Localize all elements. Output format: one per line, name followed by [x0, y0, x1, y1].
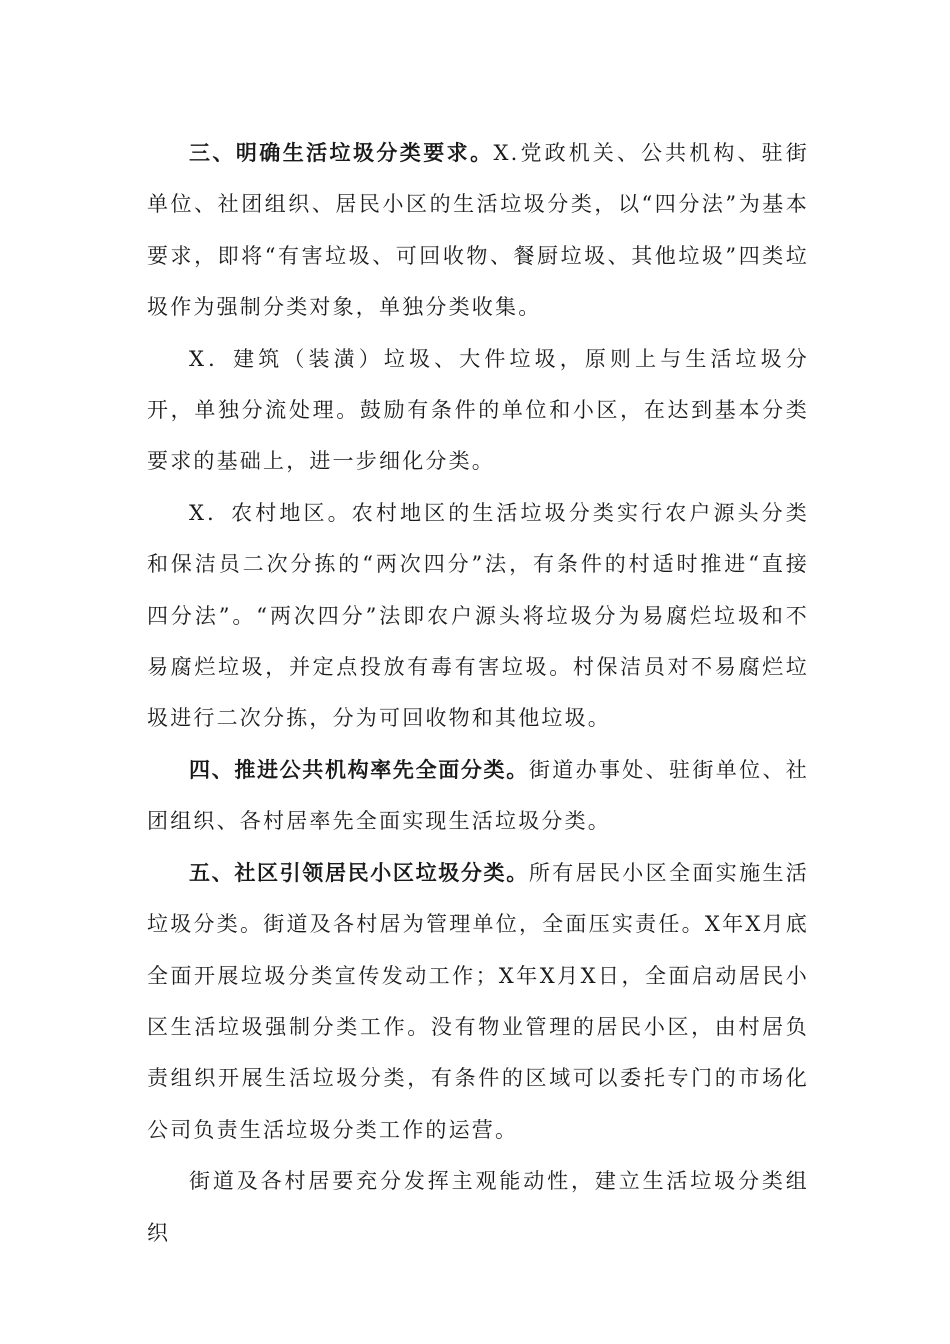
paragraph-section-five — [147, 848, 809, 1156]
paragraph-rural-areas — [147, 488, 809, 745]
paragraph-section-three — [147, 128, 809, 334]
section-heading: 四、推进公共机构率先全面分类。 — [189, 757, 529, 782]
paragraph-text: 街道及各村居要充分发挥主观能动性，建立生活垃圾分类组织 — [147, 1169, 809, 1245]
document-body — [147, 128, 809, 1259]
paragraph-closing — [147, 1156, 809, 1259]
paragraph-text: 所有居民小区全面实施生活垃圾分类。街道及各村居为管理单位，全面压实责任。X年X月底全面开展垃圾分类宣传发动工作；X年X月X日，全面启动居民小区生活垃圾强制分类工作。没有物业管理的居民小区，由村居负责组织开展生活垃圾分类，有条件的区域可以委托专门的市场化公司负责生活垃圾分类工作的运营。 — [147, 860, 810, 1142]
paragraph-text: X．农村地区。农村地区的生活垃圾分类实行农户源头分类和保洁员二次分拣的“两次四分”法，有条件的村适时推进“直接四分法”。“两次四分”法即农户源头将垃圾分为易腐烂垃圾和不易腐烂垃圾，并定点投放有毒有害垃圾。村保洁员对不易腐烂垃圾进行二次分拣，分为可回收物和其他垃圾。 — [147, 500, 809, 731]
paragraph-text: X．建筑（装潢）垃圾、大件垃圾，原则上与生活垃圾分开，单独分流处理。鼓励有条件的单位和小区，在达到基本分类要求的基础上，进一步细化分类。 — [147, 346, 809, 474]
section-heading: 五、社区引领居民小区垃圾分类。 — [189, 860, 529, 885]
paragraph-section-four — [147, 745, 809, 848]
section-heading: 三、明确生活垃圾分类要求。 — [189, 141, 494, 165]
paragraph-text: X.党政机关、公共机构、驻街单位、社团组织、居民小区的生活垃圾分类，以“四分法”为基本要求，即将“有害垃圾、可回收物、餐厨垃圾、其他垃圾”四类垃圾作为强制分类对象，单独分类收集。 — [147, 141, 809, 320]
paragraph-construction-waste — [147, 334, 809, 488]
paragraph-text: 街道办事处、驻街单位、社团组织、各村居率先全面实现生活垃圾分类。 — [147, 757, 810, 834]
